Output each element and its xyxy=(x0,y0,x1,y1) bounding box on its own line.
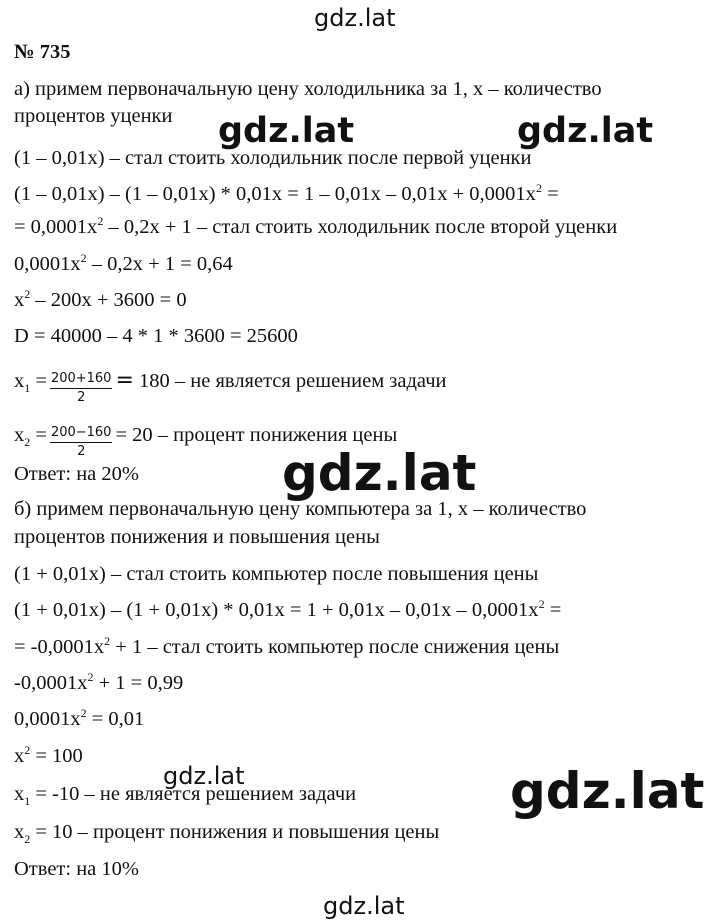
part-b-step3: = $-0,0001x^2 + 1$ – стал стоить компьютер после снижения цены xyxy=(14,634,560,658)
part-a-step3: = $0,0001x^2 - 0,2x + 1$ – стал стоить холодильник после второй уценки xyxy=(14,214,618,238)
watermark-bottom: gdz.lat xyxy=(323,892,405,920)
part-b-intro-line1: б) примем первоначальную цену компьютера за 1, x – количество xyxy=(14,498,587,520)
part-a-step4: $0,0001x^2 - 0,2x + 1 = 0,64$ xyxy=(14,251,233,275)
fraction-x1: $\frac{200+160}{2}$ xyxy=(50,371,112,405)
part-b-step5: $0,0001x^2 = 0,01$ xyxy=(14,706,145,730)
part-a-x1: $x_1$ = $\frac{200+160}{2}$ = 180 – не является решением задачи xyxy=(14,368,447,405)
part-b-intro-line2: процентов понижения и повышения цены xyxy=(14,526,380,548)
part-a-step2: $(1 - 0,01x) - (1 - 0,01x) * 0,01x = 1 - 0,01x - 0,01x + 0,0001x^2$ = xyxy=(14,181,559,205)
watermark-left: gdz.lat xyxy=(218,111,355,151)
part-a-x2: $x_2$ = $\frac{200-160}{2}$ = 20 – процент понижения цены xyxy=(14,424,398,459)
part-b-step6: $x^2 = 100$ xyxy=(14,743,83,767)
problem-number: № 735 xyxy=(14,41,71,63)
part-a-step1: (1 – 0,01x) – стал стоить холодильник после первой уценки xyxy=(14,147,532,169)
part-b-step1: (1 + 0,01x) – стал стоить компьютер после повышения цены xyxy=(14,563,539,585)
watermark-mid: gdz.lat xyxy=(163,762,245,790)
part-b-answer: Ответ: на 10% xyxy=(14,858,139,880)
part-a-answer: Ответ: на 20% xyxy=(14,463,139,485)
part-a-discriminant: D = 40000 – 4 * 1 * 3600 = 25600 xyxy=(14,325,298,347)
part-a-intro-line1: а) примем первоначальную цену холодильника за 1, x – количество xyxy=(14,78,602,100)
fraction-x2: $\frac{200-160}{2}$ xyxy=(50,425,112,459)
part-b-step4: $-0,0001x^2 + 1 = 0,99$ xyxy=(14,670,184,694)
part-a-step5: $x^2 - 200x + 3600 = 0$ xyxy=(14,287,187,311)
watermark-top: gdz.lat xyxy=(314,4,396,32)
part-b-x2: $x_2 = 10$ – процент понижения и повышения цены xyxy=(14,821,440,846)
watermark-right-large: gdz.lat xyxy=(510,762,705,820)
watermark-right: gdz.lat xyxy=(517,111,654,151)
watermark-center: gdz.lat xyxy=(282,444,477,502)
part-b-x1: $x_1 = -10$ – не является решением задачи xyxy=(14,783,357,808)
part-a-intro-line2: процентов уценки xyxy=(14,105,173,127)
part-b-step2: $(1 + 0,01x) - (1 + 0,01x) * 0,01x = 1 + 0,01x - 0,01x - 0,0001x^2$ = xyxy=(14,597,562,621)
